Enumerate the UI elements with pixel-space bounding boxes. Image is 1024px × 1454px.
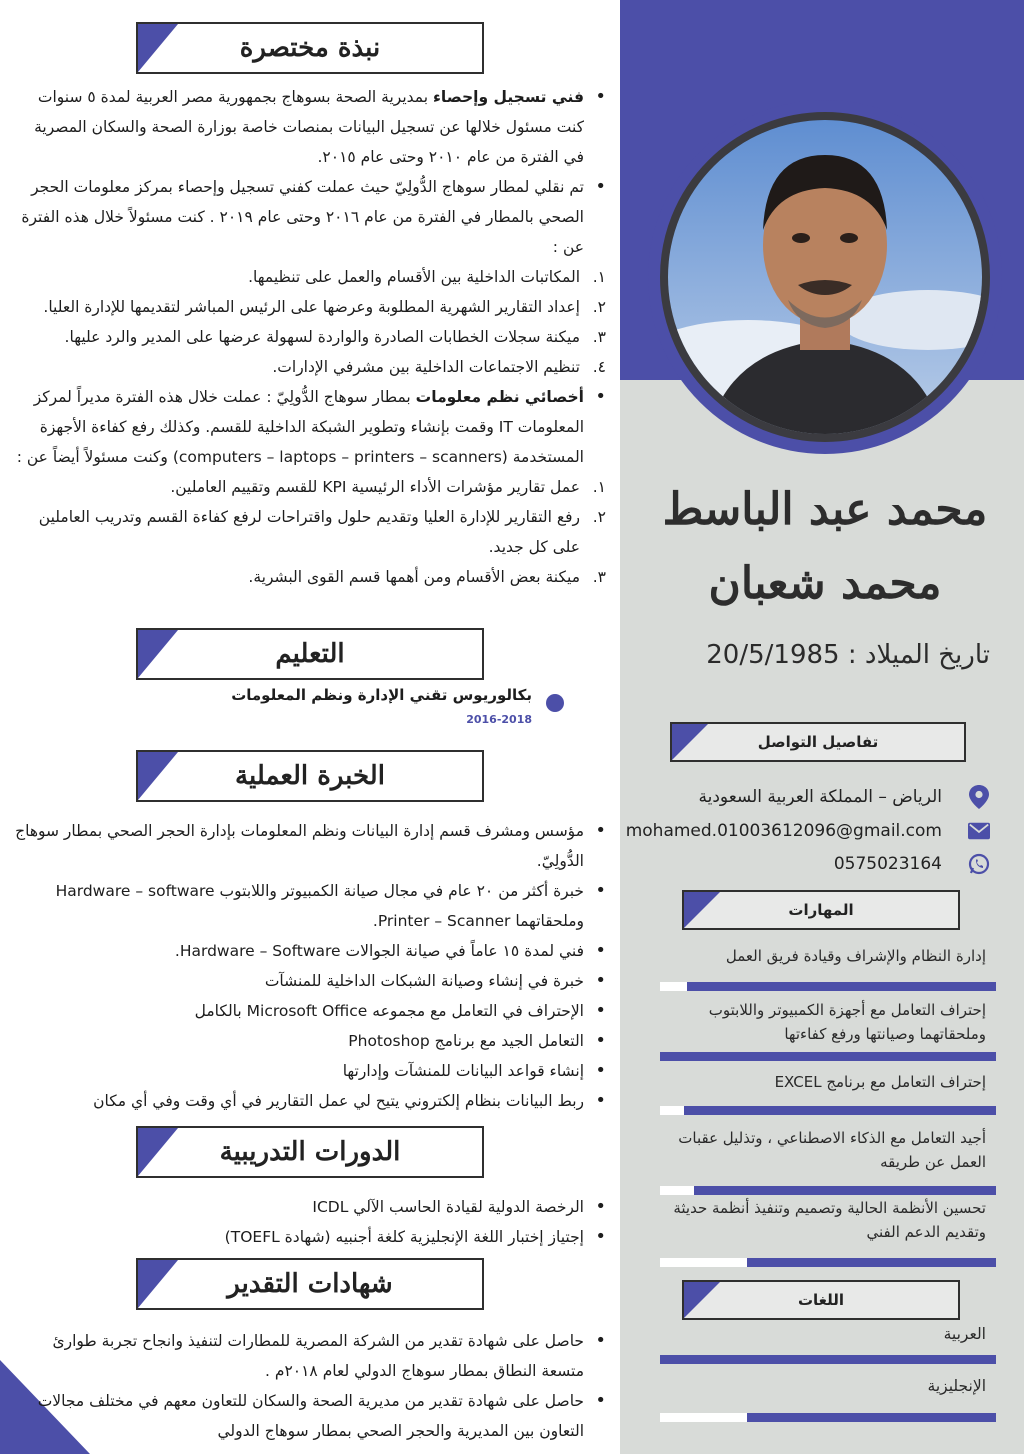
- experience-item: • خبرة في إنشاء وصيانة الشبكات الداخلية للمنشآت: [10, 966, 610, 996]
- email-icon: [968, 820, 990, 842]
- contact-email[interactable]: [600, 817, 990, 845]
- summary-bullet-3: • أخصائي نظم معلومات بمطار سوهاج الدُّولِيّ : عملت خلال هذه الفترة مديراً لمركز المعلومات IT وقمت بإنشاء وتطوير الشبكة الداخلية للقسم. وكذلك رفع كفاءة الأجهزة المستخدمة (computers – laptops – printers – scanners) وكنت مسئولاً أيضاً عن :: [10, 382, 610, 472]
- language-label: الإنجليزية: [927, 1377, 986, 1395]
- summary-block: [10, 82, 610, 592]
- skills-section-header: [682, 890, 960, 930]
- contact-heading: تفاصيل التواصل: [757, 733, 879, 751]
- languages-heading: اللغات: [797, 1291, 845, 1309]
- skill-label: إدارة النظام والإشراف وقيادة فريق العمل: [725, 947, 986, 965]
- skill-bar-fill: [684, 1106, 996, 1115]
- certificates-heading: شهادات التقدير: [227, 1269, 393, 1299]
- certificate-item: • حاصل على شهادة تقدير من الشركة المصرية للمطارات لتنفيذ وانجاح تجربة طوارئ متسعة النطاق بمطار سوهاج الدولي لعام ٢٠١٨م .: [10, 1326, 610, 1386]
- summary-list1-item: ٣. ميكنة سجلات الخطابات الصادرة والواردة لسهولة عرضها على المدير والرد عليها.: [64, 328, 606, 346]
- profile-name-line2: محمد شعبان: [708, 558, 942, 609]
- skill-label: إحتراف التعامل مع برنامج EXCEL: [774, 1073, 986, 1091]
- location-pin-icon: [968, 786, 990, 808]
- phone-text[interactable]: 0575023164: [833, 854, 942, 874]
- education-degree: بكالوريوس تقني الإدارة ونظم المعلومات: [231, 686, 532, 704]
- summary-bullet-1: • فني تسجيل وإحصاء بمديرية الصحة بسوهاج بجمهورية مصر العربية لمدة ٥ سنوات كنت مسئول خلالها عن تسجيل البيانات بمنصات خاصة بوزارة الصحة والسكان المصرية في الفترة من عام ٢٠١٠ وحتى عام ٢٠١٥.: [10, 82, 610, 172]
- experience-item: • مؤسس ومشرف قسم إدارة البيانات ونظم المعلومات بإدارة الحجر الصحي بمطار سوهاج الدُّولِيّ.: [10, 816, 610, 876]
- skill-label: تحسين الأنظمة الحالية وتصميم وتنفيذ أنظمة حديثة وتقديم الدعم الفني: [673, 1199, 986, 1241]
- courses-heading: الدورات التدريبية: [219, 1137, 401, 1167]
- experience-section-header: [136, 750, 484, 802]
- experience-item: • ربط البيانات بنظام إلكتروني يتيح لي عمل التقارير في أي وقت وفي أي مكان: [10, 1086, 610, 1116]
- summary-list1-item: ٢. إعداد التقارير الشهرية المطلوبة وعرضها على الرئيس المباشر لتقديمها للإدارة العليا.: [43, 298, 606, 316]
- summary-section-header: [136, 22, 484, 74]
- dob-value: 20/5/1985: [706, 640, 840, 670]
- skill-label: إحتراف التعامل مع أجهزة الكمبيوتر واللابتوب وملحقاتهما وصيانتها ورفع كفاءتها: [708, 1001, 986, 1043]
- summary-list2-item: ٢. رفع التقارير للإدارة العليا وتقديم حلول واقتراحات لرفع كفاءة القسم وتدريب العاملين على كل جديد.: [38, 508, 606, 556]
- summary-list1-item: ٤. تنظيم الاجتماعات الداخلية بين مشرفي الإدارات.: [272, 358, 606, 376]
- course-item: • إجتياز إختبار اللغة الإنجليزية كلغة أجنبيه (شهادة TOEFL): [10, 1222, 610, 1252]
- experience-item: • إنشاء قواعد البيانات للمنشآت وإدارتها: [10, 1056, 610, 1086]
- whatsapp-icon: [968, 853, 990, 875]
- skill-bar: [660, 1186, 996, 1195]
- skill-label: أجيد التعامل مع الذكاء الاصطناعي ، وتذليل عقبات العمل عن طريقه: [678, 1129, 986, 1171]
- skill-bar: [660, 1258, 996, 1267]
- summary-heading: نبذة مختصرة: [239, 33, 381, 63]
- experience-list: [10, 816, 610, 1116]
- language-bar-fill: [747, 1413, 996, 1422]
- summary-list2-item: ١. عمل تقارير مؤشرات الأداء الرئيسية KPI للقسم وتقييم العاملين.: [170, 478, 606, 496]
- experience-heading: الخبرة العملية: [235, 761, 385, 791]
- skill-bar-fill: [687, 982, 996, 991]
- skill-bar-fill: [694, 1186, 996, 1195]
- certificate-item: • حاصل على شهادة تقدير من مديرية الصحة والسكان للتعاون معهم في مختلف مجالات التعاون بين المديرية والحجر الصحي بمطار سوهاج الدولي: [10, 1386, 610, 1446]
- skill-bar: [660, 1052, 996, 1061]
- courses-section-header: [136, 1126, 484, 1178]
- languages-section-header: [682, 1280, 960, 1320]
- certificates-section-header: [136, 1258, 484, 1310]
- skill-bar-fill: [747, 1258, 996, 1267]
- language-bar: [660, 1355, 996, 1364]
- experience-item: • خبرة أكثر من ٢٠ عام في مجال صيانة الكمبيوتر واللابتوب Hardware – software وملحقاتهما Printer – Scanner.: [10, 876, 610, 936]
- contact-section-header: [670, 722, 966, 762]
- language-bar: [660, 1413, 996, 1422]
- skills-heading: المهارات: [788, 901, 854, 919]
- profile-name-line1: محمد عبد الباسط: [662, 484, 988, 535]
- summary-list1-item: ١. المكاتبات الداخلية بين الأقسام والعمل على تنظيمها.: [248, 268, 606, 286]
- email-text[interactable]: mohamed.01003612096@gmail.com: [625, 821, 942, 841]
- course-item: • الرخصة الدولية لقيادة الحاسب الآلي ICDL: [10, 1192, 610, 1222]
- summary-bullet-2: • تم نقلي لمطار سوهاج الدُّولِيّ حيث عملت كفني تسجيل وإحصاء بمركز معلومات الحجر الصحي بالمطار في الفترة من عام ٢٠١٦ وحتى عام ٢٠١٩ . كنت مسئولاً خلال هذه الفترة عن :: [10, 172, 610, 262]
- contact-phone[interactable]: [600, 850, 990, 878]
- date-of-birth: [640, 640, 990, 670]
- contact-location: [600, 783, 990, 811]
- experience-item: • الإحتراف في التعامل مع مجموعه Microsoft Office بالكامل: [10, 996, 610, 1026]
- skill-bar: [660, 982, 996, 991]
- location-text: الرياض – المملكة العربية السعودية: [698, 787, 942, 807]
- skill-bar: [660, 1106, 996, 1115]
- education-section-header: [136, 628, 484, 680]
- experience-item: • فني لمدة ١٥ عاماً في صيانة الجوالات Hardware – Software.: [10, 936, 610, 966]
- experience-item: • التعامل الجيد مع برنامج Photoshop: [10, 1026, 610, 1056]
- certificates-list: [10, 1326, 610, 1446]
- profile-photo: [660, 112, 990, 442]
- courses-list: [10, 1192, 610, 1252]
- summary-list2-item: ٣. ميكنة بعض الأقسام ومن أهمها قسم القوى البشرية.: [248, 568, 606, 586]
- education-years: 2016-2018: [466, 713, 532, 726]
- education-bullet-dot: [546, 694, 564, 712]
- skill-bar-fill: [660, 1052, 996, 1061]
- language-label: العربية: [943, 1325, 986, 1343]
- education-heading: التعليم: [275, 639, 345, 669]
- dob-label: تاريخ الميلاد :: [847, 640, 990, 670]
- language-bar-fill: [660, 1355, 996, 1364]
